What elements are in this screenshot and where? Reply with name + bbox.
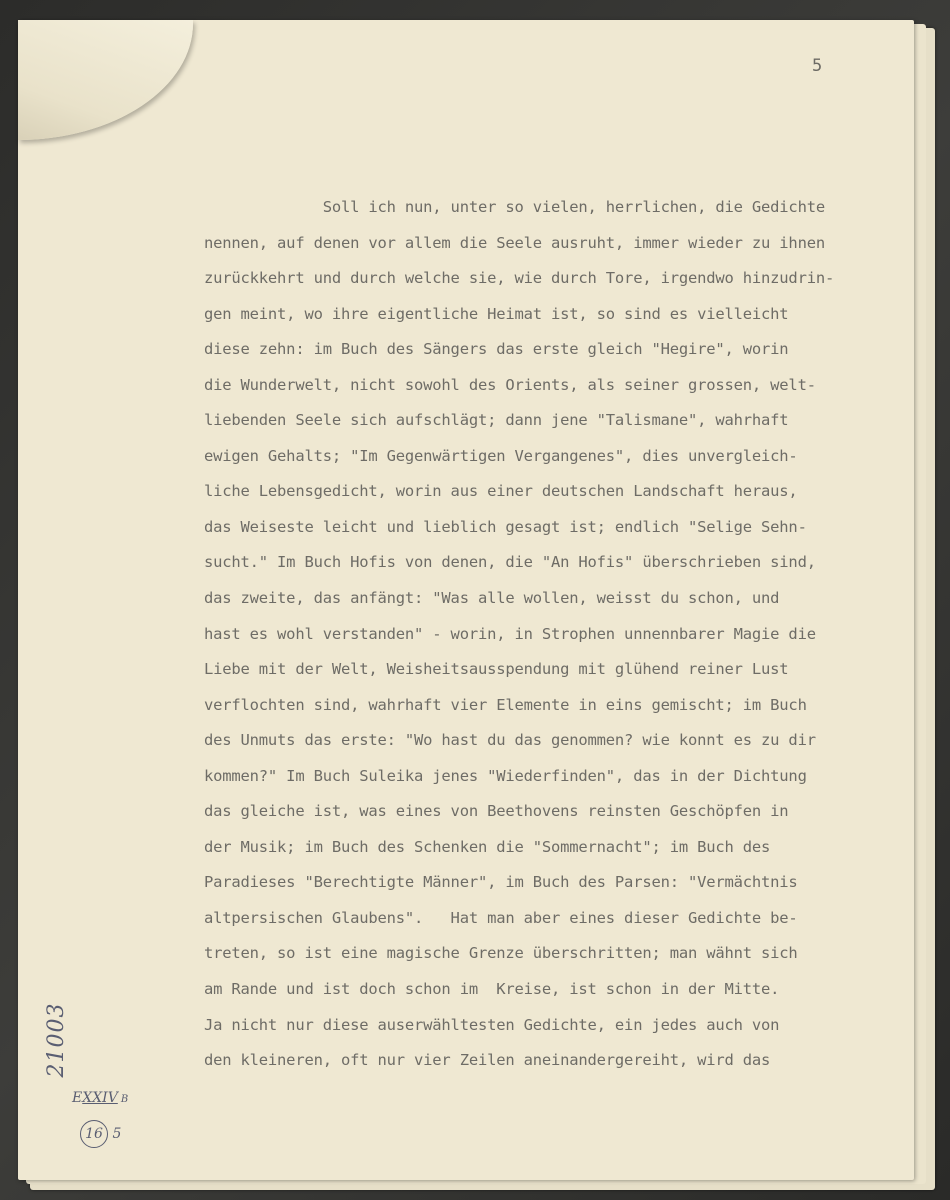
- text-line: den kleineren, oft nur vier Zeilen aneinandergereiht, wird das: [204, 1051, 771, 1070]
- text-line: sucht." Im Buch Hofis von denen, die "An Hofis" überschrieben sind,: [204, 553, 816, 572]
- text-line: altpersischen Glaubens". Hat man aber eines dieser Gedichte be-: [204, 908, 798, 927]
- typescript-body: [204, 190, 894, 1079]
- collection-prefix: E: [72, 1090, 83, 1106]
- text-line: gen meint, wo ihre eigentliche Heimat ist, so sind es vielleicht: [204, 304, 789, 323]
- text-line: Soll ich nun, unter so vielen, herrlichen, die Gedichte: [204, 198, 825, 216]
- text-line: des Unmuts das erste: "Wo hast du das genommen? wie konnt es zu dir: [204, 731, 816, 750]
- collection-suffix: B: [120, 1094, 129, 1105]
- text-line: ewigen Gehalts; "Im Gegenwärtigen Vergangenes", dies unvergleich-: [204, 446, 798, 465]
- text-line: am Rande und ist doch schon im Kreise, ist schon in der Mitte.: [204, 980, 780, 999]
- sheet-number: 5: [112, 1126, 122, 1142]
- text-line: das zweite, das anfängt: "Was alle wollen, weisst du schon, und: [204, 589, 780, 608]
- collection-main: XXIV: [82, 1090, 118, 1106]
- text-line: liebenden Seele sich aufschlägt; dann jene "Talismane", wahrhaft: [204, 411, 789, 430]
- text-line: nennen, auf denen vor allem die Seele ausruht, immer wieder zu ihnen: [204, 233, 825, 252]
- text-line: zurückkehrt und durch welche sie, wie durch Tore, irgendwo hinzudrin-: [204, 269, 835, 288]
- text-line: die Wunderwelt, nicht sowohl des Orients, als seiner grossen, welt-: [204, 375, 816, 394]
- text-line: Paradieses "Berechtigte Männer", im Buch des Parsen: "Vermächtnis: [204, 873, 798, 892]
- text-line: liche Lebensgedicht, worin aus einer deutschen Landschaft heraus,: [204, 482, 798, 501]
- text-line: das Weiseste leicht und lieblich gesagt ist; endlich "Selige Sehn-: [204, 517, 807, 536]
- collection-signature: [72, 1090, 128, 1106]
- text-line: der Musik; im Buch des Schenken die "Sommernacht"; im Buch des: [204, 837, 771, 856]
- text-line: diese zehn: im Buch des Sängers das erste gleich "Hegire", worin: [204, 340, 789, 359]
- folder-number: 16: [80, 1120, 108, 1148]
- text-line: Liebe mit der Welt, Weisheitsausspendung mit glühend reiner Lust: [204, 660, 789, 679]
- page-number: 5: [812, 56, 823, 76]
- text-line: das gleiche ist, was eines von Beethovens reinsten Geschöpfen in: [204, 802, 789, 821]
- text-line: hast es wohl verstanden" - worin, in Strophen unnennbarer Magie die: [204, 624, 816, 643]
- text-line: treten, so ist eine magische Grenze überschritten; man wähnt sich: [204, 944, 798, 963]
- archive-id-handwritten: 21003: [44, 1002, 69, 1078]
- text-line: Ja nicht nur diese auserwähltesten Gedichte, ein jedes auch von: [204, 1015, 780, 1034]
- folder-signature: [80, 1120, 121, 1148]
- text-line: kommen?" Im Buch Suleika jenes "Wiederfinden", das in der Dichtung: [204, 766, 807, 785]
- text-line: verflochten sind, wahrhaft vier Elemente in eins gemischt; im Buch: [204, 695, 807, 714]
- folded-corner: [18, 20, 193, 140]
